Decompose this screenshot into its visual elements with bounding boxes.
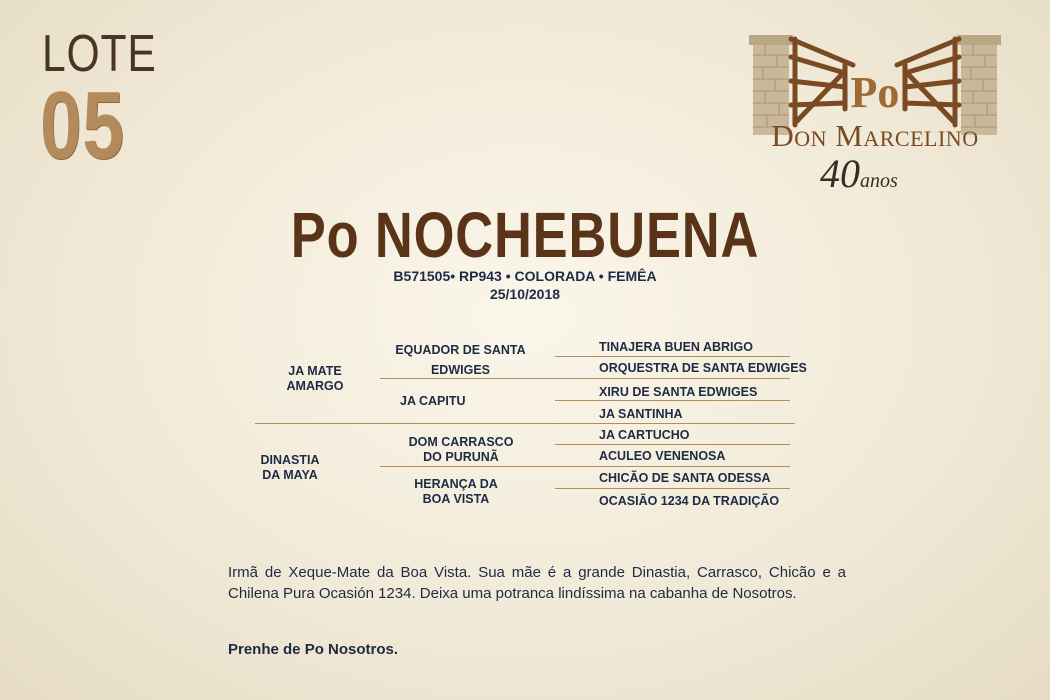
pedigree-sire-dam: JA CAPITU [400, 394, 466, 408]
wooden-gate-right-icon [897, 39, 959, 125]
pedigree-dam-dam: HERANÇA DA BOA VISTA [414, 477, 498, 506]
pedigree-divider [380, 378, 790, 379]
animal-info [0, 267, 1050, 303]
pregnancy-note: Prenhe de Po Nosotros. [228, 641, 399, 658]
pedigree-sire-dam-sire: XIRU DE SANTA EDWIGES [599, 385, 758, 399]
logo-po-monogram: Po [850, 68, 900, 117]
anniversary-number: 40 [820, 151, 860, 196]
animal-registration: B571505• RP943 • COLORADA • FEMÊA [393, 268, 657, 284]
pedigree-divider [380, 466, 790, 467]
pedigree-dam-sire-dam: ACULEO VENENOSA [599, 449, 726, 463]
brand-name: Don Marcelino [771, 118, 979, 153]
pedigree-divider [555, 444, 790, 445]
animal-birth-date: 25/10/2018 [489, 286, 561, 302]
animal-name: Po NOCHEBUENA [290, 199, 760, 271]
wooden-gate-left-icon [791, 39, 853, 125]
anniversary-mark [820, 150, 898, 197]
lote-number: 05 [40, 72, 125, 179]
pedigree-sire-dam-dam: JA SANTINHA [599, 407, 683, 421]
pedigree-dam: DINASTIA DA MAYA [260, 453, 320, 482]
pedigree-dam-sire: DOM CARRASCO DO PURUNÃ [408, 435, 514, 464]
anniversary-suffix: anos [860, 170, 898, 192]
pedigree-sire-sire-dam: ORQUESTRA DE SANTA EDWIGES [599, 361, 807, 375]
pedigree-sire-sire: EQUADOR DE SANTA EDWIGES [395, 343, 526, 377]
pedigree-divider [555, 488, 790, 489]
pedigree-dam-dam-dam: OCASIÃO 1234 DA TRADIÇÃO [599, 494, 780, 508]
lot-description: Irmã de Xeque-Mate da Boa Vista. Sua mãe é a grande Dinastia, Carrasco, Chicão e a Chilena Pura Ocasión 1234. Deixa uma potranca lindíssima na cabanha de Nosotros. [228, 564, 846, 602]
pedigree-sire-sire-sire: TINAJERA BUEN ABRIGO [599, 340, 753, 354]
lote-label: LOTE [42, 25, 157, 83]
pedigree-divider [555, 356, 790, 357]
pedigree-sire: JA MATE AMARGO [286, 364, 344, 393]
pedigree-dam-dam-sire: CHICÃO DE SANTA ODESSA [599, 471, 771, 485]
pedigree-divider [555, 400, 790, 401]
pedigree-divider [255, 423, 795, 424]
pedigree-dam-sire-sire: JA CARTUCHO [599, 428, 690, 442]
